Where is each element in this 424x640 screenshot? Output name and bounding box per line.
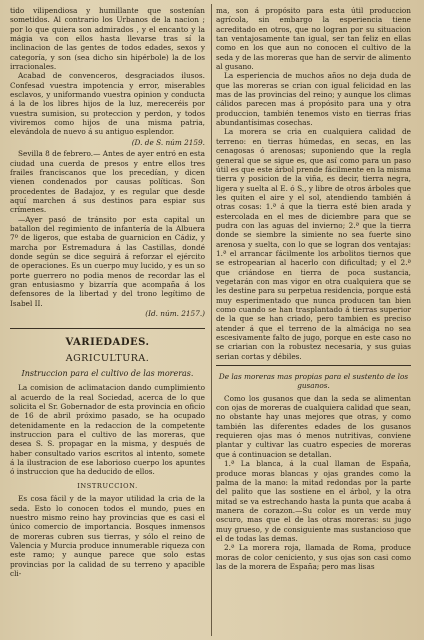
section-rule [10,328,205,329]
instruction-heading: INSTRUCCION. [77,481,138,490]
paragraph: Es cosa fácil y de la mayor utilidad la cria de la seda. Esto lo conocen todos el mundo, pues en nuestro mismo reino hay provincias que es casi el único comercio de importancia. Bosques inmensos de moreras cubren sus tierras, y sólo el reino de Valencia y Murcia produce innumerable riqueza con este ramo; y aunque parece que solo estas provincias por la calidad de su terreno y apacible cli- [10,494,205,578]
news-item: —Ayer pasó de tránsito por esta capital un batallon del regimiento de infantería de la Albuera 7º de ligeros, que estaba de guarnicion en Cádiz, y marcha por Estremadura á las Castillas, dondé donde según se dice seguirá á reforzar el ejército de operaciones. Es un cuerpo muy lucido, y es un so porte guerrero no podia menos de recordar las el gran entusiasmo y bizarría que acompaña á los defensores de la libertad y del trono legítimo de Isabel II. [10,214,205,308]
paragraph: La morera se cria en cualquiera calidad de terreno: en tierras húmedas, en secas, en las cenagosas ó arenosas; suponiendo que la regla general que se sigue es, que así como para un paso útil es que este árbol prende fácilmente en la misma tierra y posicion de la viña, es decir, tierra negra, ligera y suelta al E. ó S., y libre de otros árboles que les quiten el aire y el sol, atendiendo también á otras cosas: 1.ª á que la tierra esté bien arada y estercolada en el mes de diciembre para que se pudra con las aguas del invierno; 2.ª que la tierra donde se siembre la simiente no sea fuerte sino arenosa y suelta, con lo que se logran dos ventajas: 1.ª el arrancar fácilmente los arbolitos tiernos que se estropearian al hacerlo con dificultad; y el 2.ª que criándose en tierra de poca sustancia, vegetarán con mas vigor en otra cualquiera que se les destine para su perpetua residencia, porque está muy esperimentado que nunca producen tan bien como cuando se han trasplantado á tierras superior de la que se han criado, pero tambien es preciso atender á que el terreno de la almáciga no sea escesivamente falto de jugo, porque en este caso no se criarian con la robustez necesaria, y sus guias serian cortas y débiles. [216,127,411,361]
signature: (Id. núm. 2157.) [145,309,205,318]
paragraph: 2.ª La morera roja, llamada de Roma, produce moras de color ceniciento, y sus ojas son casi como las de la morera de España; pero mas lisas [216,543,411,571]
left-column [10,6,205,578]
paragraph: 1.ª La blanca, á la cual llaman de España, produce moras blancas y ojas grandes como la palma de la mano: la mitad redondas por la parte del palito que las sostiene en el árbol, y la otra mitad se va estrechando hasta la punta que acaba á manera de corazon.—Su color es un verde muy oscuro, mas que el de las otras moreras: su jugo muy grueso, y de consiguiente mas sustancioso que el de todas las demas. [216,459,411,543]
paragraph: tido vilipendiosa y humillante que sostenían sometidos. Al contrario los Urbanos de la nacion ; por lo que quiera son admirados , y el encanto y la mágia va con ellos hasta llevarse tras sí la inclinacion de las gentes de todos edades, sexos y categoría, y son (sea dicho sin hipérbole) la de los irracionales. [10,6,205,72]
news-item: Sevilla 8 de febrero.— Antes de ayer entró en esta ciudad una cuerda de presos y entre ellos tres frailes franciscanos que los precedían, y dicen vienen condenados por causas políticas. Son procedentes de Badajoz, y es regular que desde aquí marchen á sus destinos para espiar sus crímenes. [10,149,205,215]
section-title: VARIEDADES. [65,337,150,349]
signature: (D. de S. núm 2159. [131,137,205,147]
subsection-title: AGRICULTURA. [65,352,150,364]
paragraph: Acabad de convenceros, desgraciados ilusos. Confesad vuestra impotencia y error, miserables esclavos, y uniformando vuestra opinion y conducta á la de los libres hijos de la luz, mereceréis por vuestra sumision, su proteccion y perdon, y todos viviremos como hijos de una misma patria, elevándola de nuevo á su antiguo esplendor. [10,71,205,137]
paragraph: La esperiencia de muchos años no deja duda de que las moreras se crian con igual felicidad en las mas de las provincias del reino; y aunque los climas cálidos parecen mas á propósito para una y otra produccion, también tenemos visto en tierras frias abundantísimas cosechas. [216,71,411,128]
section-rule [216,365,411,366]
column-divider [211,4,212,636]
paragraph: Como los gusanos que dan la seda se alimentan con ojas de moreras de cualquiera calidad que sean, no obstante hay unas mejores que otras, y como también las diferentes edades de los gusanos requieren ojas mas ó menos nutritivas, conviene plantar y cultivar las cuatro especies de moreras que á continuacion se detallan. [216,393,411,459]
article-title: Instruccion para el cultivo de las moreras. [21,369,194,379]
paragraph: ma, son á propósito para esta útil produccion agrícola, sin embargo la esperiencia tiene acreditado en otros, que no logran por su situacion tan ventajosamente tan igual, ser tan feliz en ellas como en los que aun no conocen el cultivo de la seda y de las moreras que han de servir de alimento al gusano. [216,6,411,72]
right-column [216,6,411,571]
paragraph: La comision de aclimatacion dando cumplimiento al acuerdo de la real Sociedad, acerca de lo que solicita el Sr. Gobernador de esta provincia en oficio de 16 de abril próximo pasado, se ha ocupado detenidamente en la redaccion de la competente instruccion para el cultivo de las moreras, que desea S. S. propagar en la misma, y después de haber consultado varios escritos al intento, somete á la ilustracion de ese laborioso cuerpo los apuntes ó instruccion que ha deducido de ellos. [10,383,205,477]
article-heading: De las moreras mas propias para el sustento de los gusanos. [218,372,409,391]
